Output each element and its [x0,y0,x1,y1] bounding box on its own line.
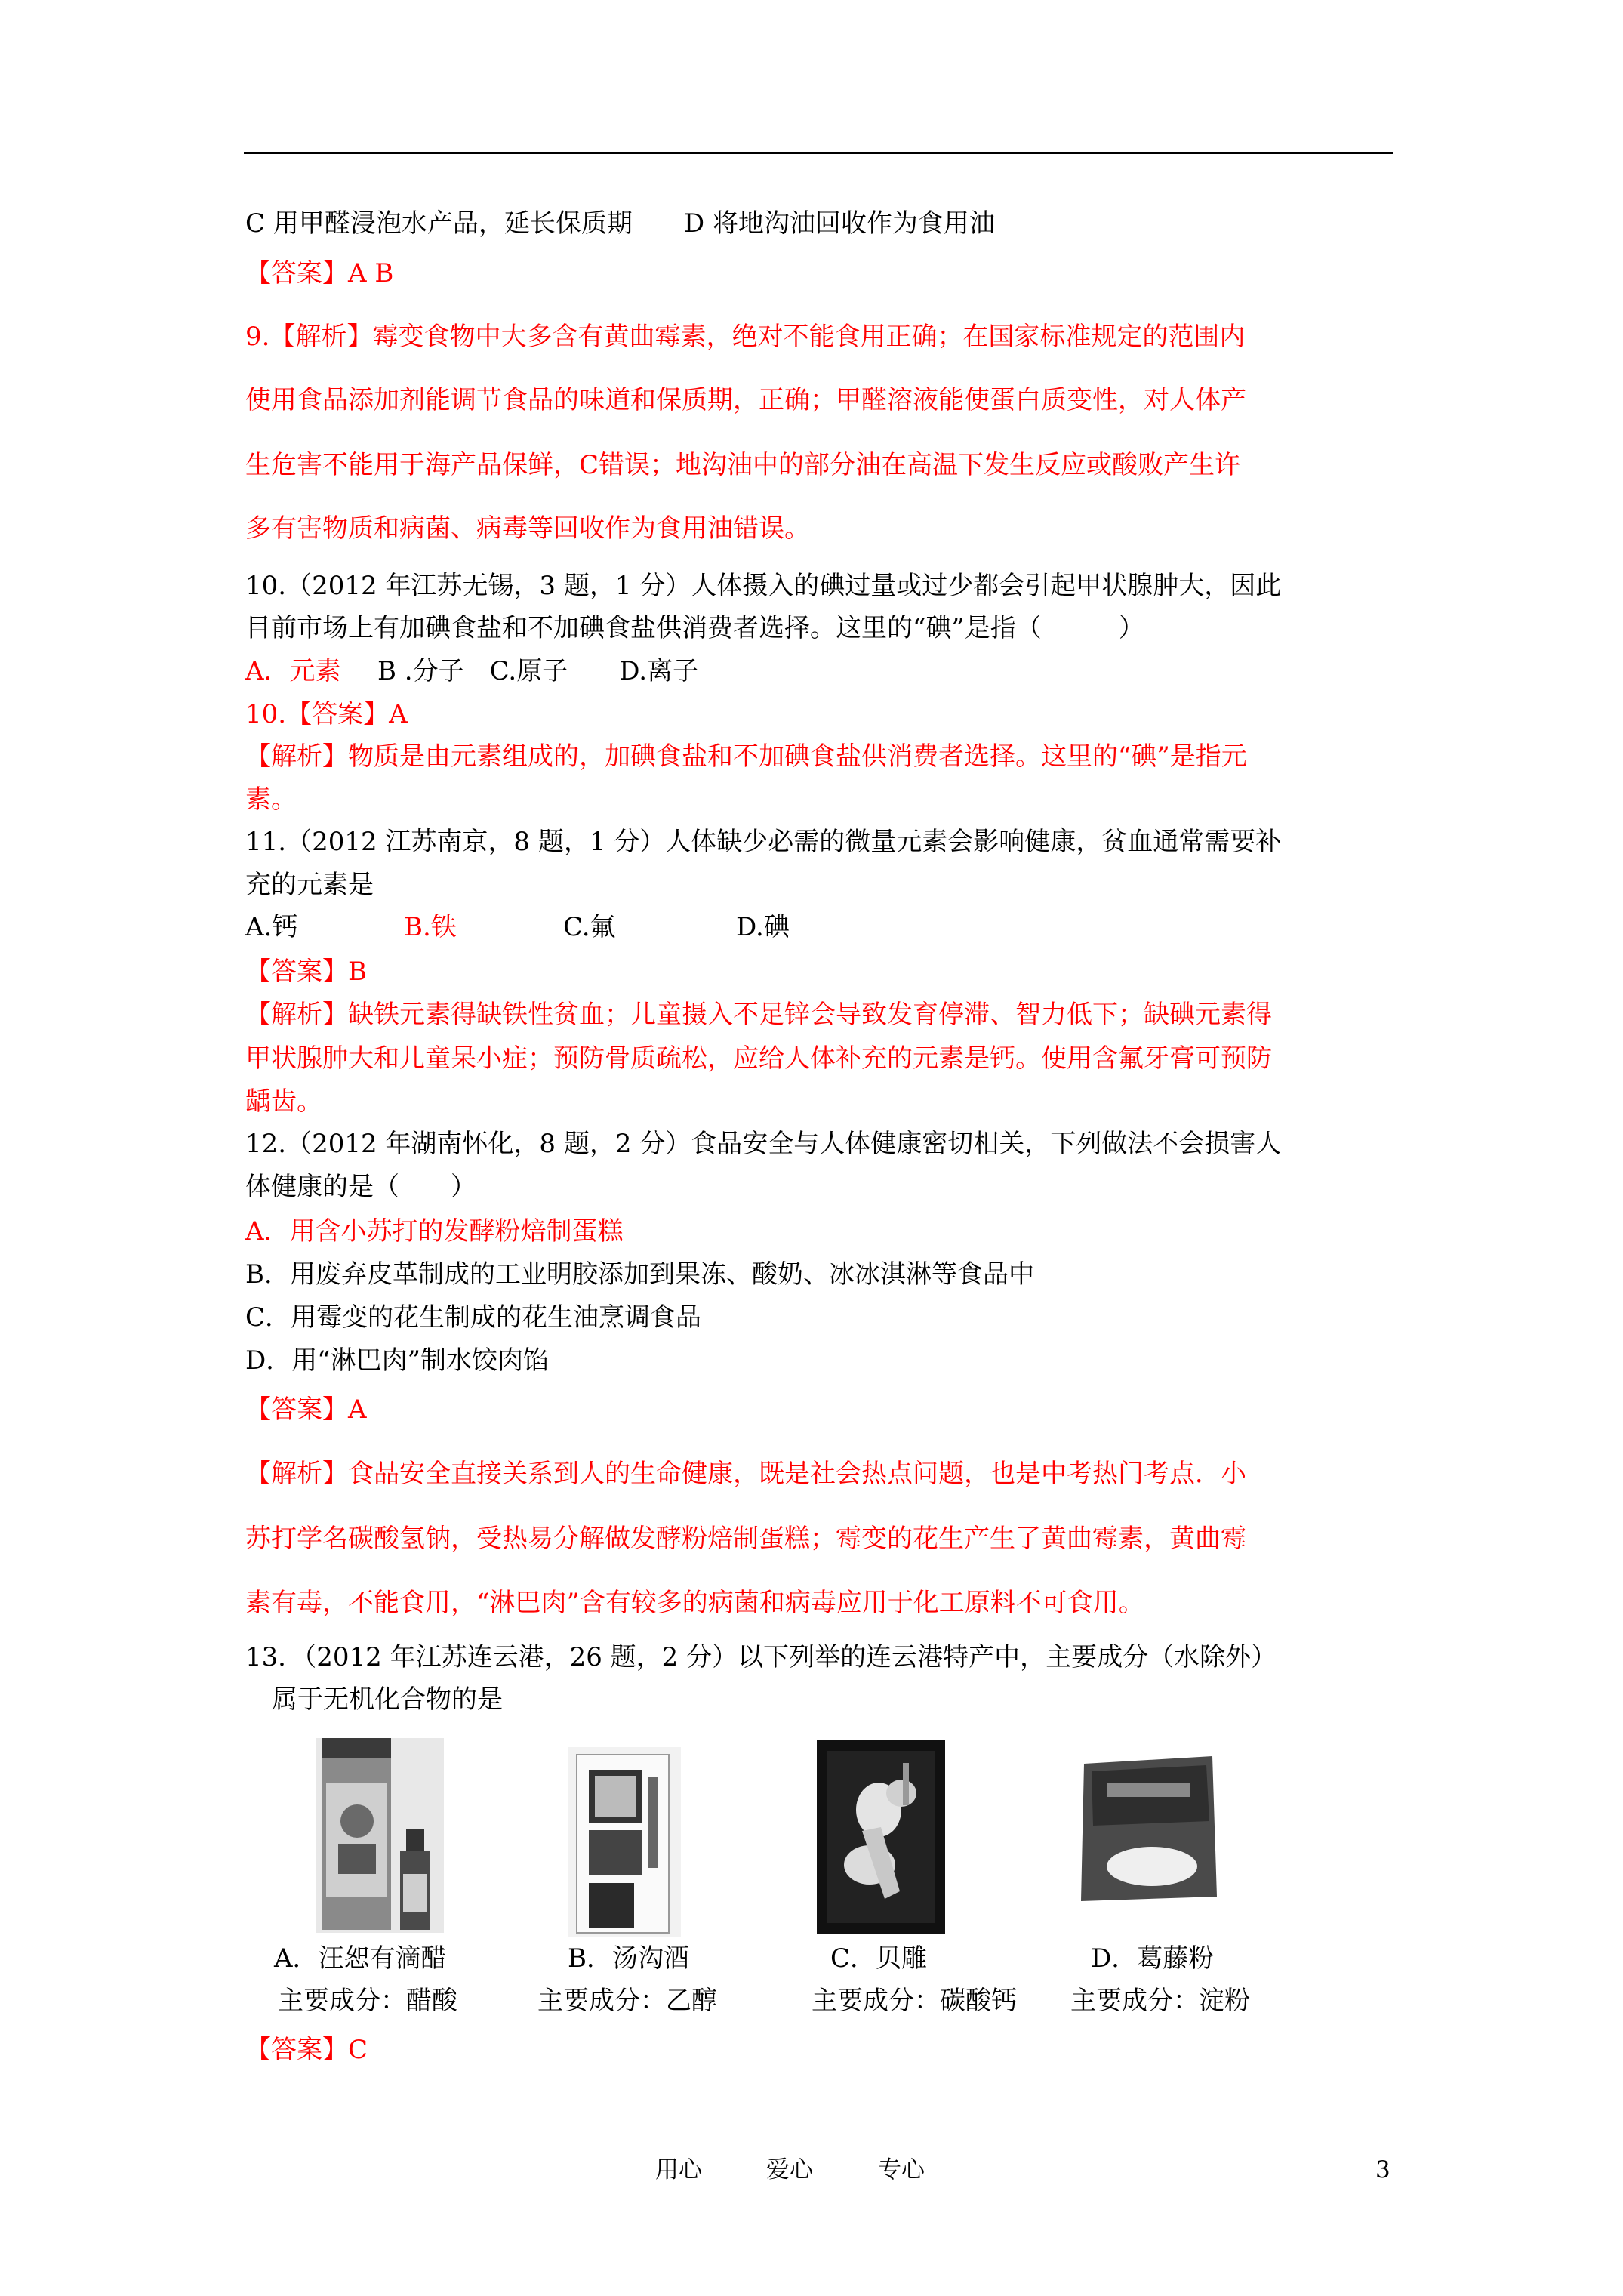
vinegar-product-photo [316,1738,444,1933]
q9-analysis-line: 9.【解析】霉变食物中大多含有黄曲霉素，绝对不能食用正确；在国家标准规定的范围内 [245,322,1246,352]
q11-analysis: 甲状腺肿大和儿童呆小症；预防骨质疏松，应给人体补充的元素是钙。使用含氟牙膏可预防 [245,1043,1272,1074]
q11-analysis: 【解析】缺铁元素得缺铁性贫血；儿童摄入不足锌会导致发育停滞、智力低下；缺碘元素得 [245,1000,1272,1030]
q11-analysis: 龋齿。 [245,1086,322,1117]
q13-option-d-composition: 主要成分：淀粉 [1070,1986,1250,2016]
shell-carving-photo [817,1740,945,1934]
q10-answer: 10.【答案】A [245,699,408,729]
q10-analysis: 素。 [245,784,297,815]
q12-stem: 12.（2012 年湖南怀化，8 题，2 分）食品安全与人体健康密切相关，下列做法不会损害人 [245,1129,1282,1159]
q11-answer: 【答案】B [245,957,367,987]
q11-stem: 11.（2012 江苏南京，8 题，1 分）人体缺少必需的微量元素会影响健康，贫血通常需要补 [245,827,1282,857]
q13-option-a: A．汪恕有滴醋 [274,1943,447,1974]
q12-option-c: C．用霉变的花生制成的花生油烹调食品 [245,1302,702,1333]
q13-option-c-composition: 主要成分：碳酸钙 [812,1986,1017,2016]
q11-option-a: A.钙 [245,912,298,942]
q11-option-d: D.碘 [736,912,790,942]
q13-option-b: B．汤沟酒 [568,1943,689,1974]
q13-answer: 【答案】C [245,2035,368,2065]
q8-answer: 【答案】A B [245,258,394,288]
q9-analysis-line: 多有害物质和病菌、病毒等回收作为食用油错误。 [245,513,810,544]
q12-option-b: B．用废弃皮革制成的工业明胶添加到果冻、酸奶、冰冰淇淋等食品中 [245,1259,1034,1290]
q12-analysis: 素有毒，不能食用，“淋巴肉”含有较多的病菌和病毒应用于化工原料不可食用。 [245,1588,1144,1618]
page-number: 3 [1375,2156,1390,2184]
q13-stem: 属于无机化合物的是 [272,1684,503,1715]
q10-options-bcd: B .分子 C.原子 D.离子 [377,656,699,686]
q11-stem: 充的元素是 [245,870,374,900]
footer-text: 专心 [878,2156,925,2184]
q12-analysis: 苏打学名碳酸氢钠，受热易分解做发酵粉焙制蛋糕；霉变的花生产生了黄曲霉素，黄曲霉 [245,1524,1246,1554]
q10-stem: 目前市场上有加碘食盐和不加碘食盐供消费者选择。这里的“碘”是指（ ） [245,613,1144,643]
q12-analysis: 【解析】食品安全直接关系到人的生命健康，既是社会热点问题，也是中考热门考点．小 [245,1459,1246,1489]
q8-options-cd: C 用甲醛浸泡水产品，延长保质期 D 将地沟油回收作为食用油 [245,208,995,239]
q13-stem: 13．（2012 年江苏连云港，26 题，2 分）以下列举的连云港特产中，主要成分（水除外） [245,1642,1277,1672]
q12-option-a: A．用含小苏打的发酵粉焙制蛋糕 [245,1216,624,1247]
q10-analysis: 【解析】物质是由元素组成的，加碘食盐和不加碘食盐供消费者选择。这里的“碘”是指元 [245,741,1247,772]
kudzu-powder-bag-photo [1076,1753,1220,1904]
footer-text: 爱心 [766,2156,813,2184]
q10-option-a: A．元素 [245,656,341,686]
q9-analysis-line: 生危害不能用于海产品保鲜，C错误；地沟油中的部分油在高温下发生反应或酸败产生许 [245,450,1241,480]
q12-answer: 【答案】A [245,1395,367,1425]
q9-analysis-line: 使用食品添加剂能调节食品的味道和保质期，正确；甲醛溶液能使蛋白质变性，对人体产 [245,385,1246,415]
footer-text: 用心 [655,2156,702,2184]
q12-option-d: D．用“淋巴肉”制水饺肉馅 [245,1345,550,1376]
q13-option-b-composition: 主要成分：乙醇 [537,1986,717,2016]
q12-stem: 体健康的是（ ） [245,1172,476,1202]
q11-option-b: B.铁 [404,912,457,942]
q13-option-c: C．贝雕 [830,1943,928,1974]
q11-option-c: C.氟 [563,912,616,942]
liquor-product-photo [568,1747,681,1937]
header-rule [244,152,1393,154]
q13-option-d: D．葛藤粉 [1091,1943,1215,1974]
q13-option-a-composition: 主要成分：醋酸 [278,1986,457,2016]
q10-stem: 10.（2012 年江苏无锡，3 题，1 分）人体摄入的碘过量或过少都会引起甲状腺肿大，因此 [245,571,1282,601]
